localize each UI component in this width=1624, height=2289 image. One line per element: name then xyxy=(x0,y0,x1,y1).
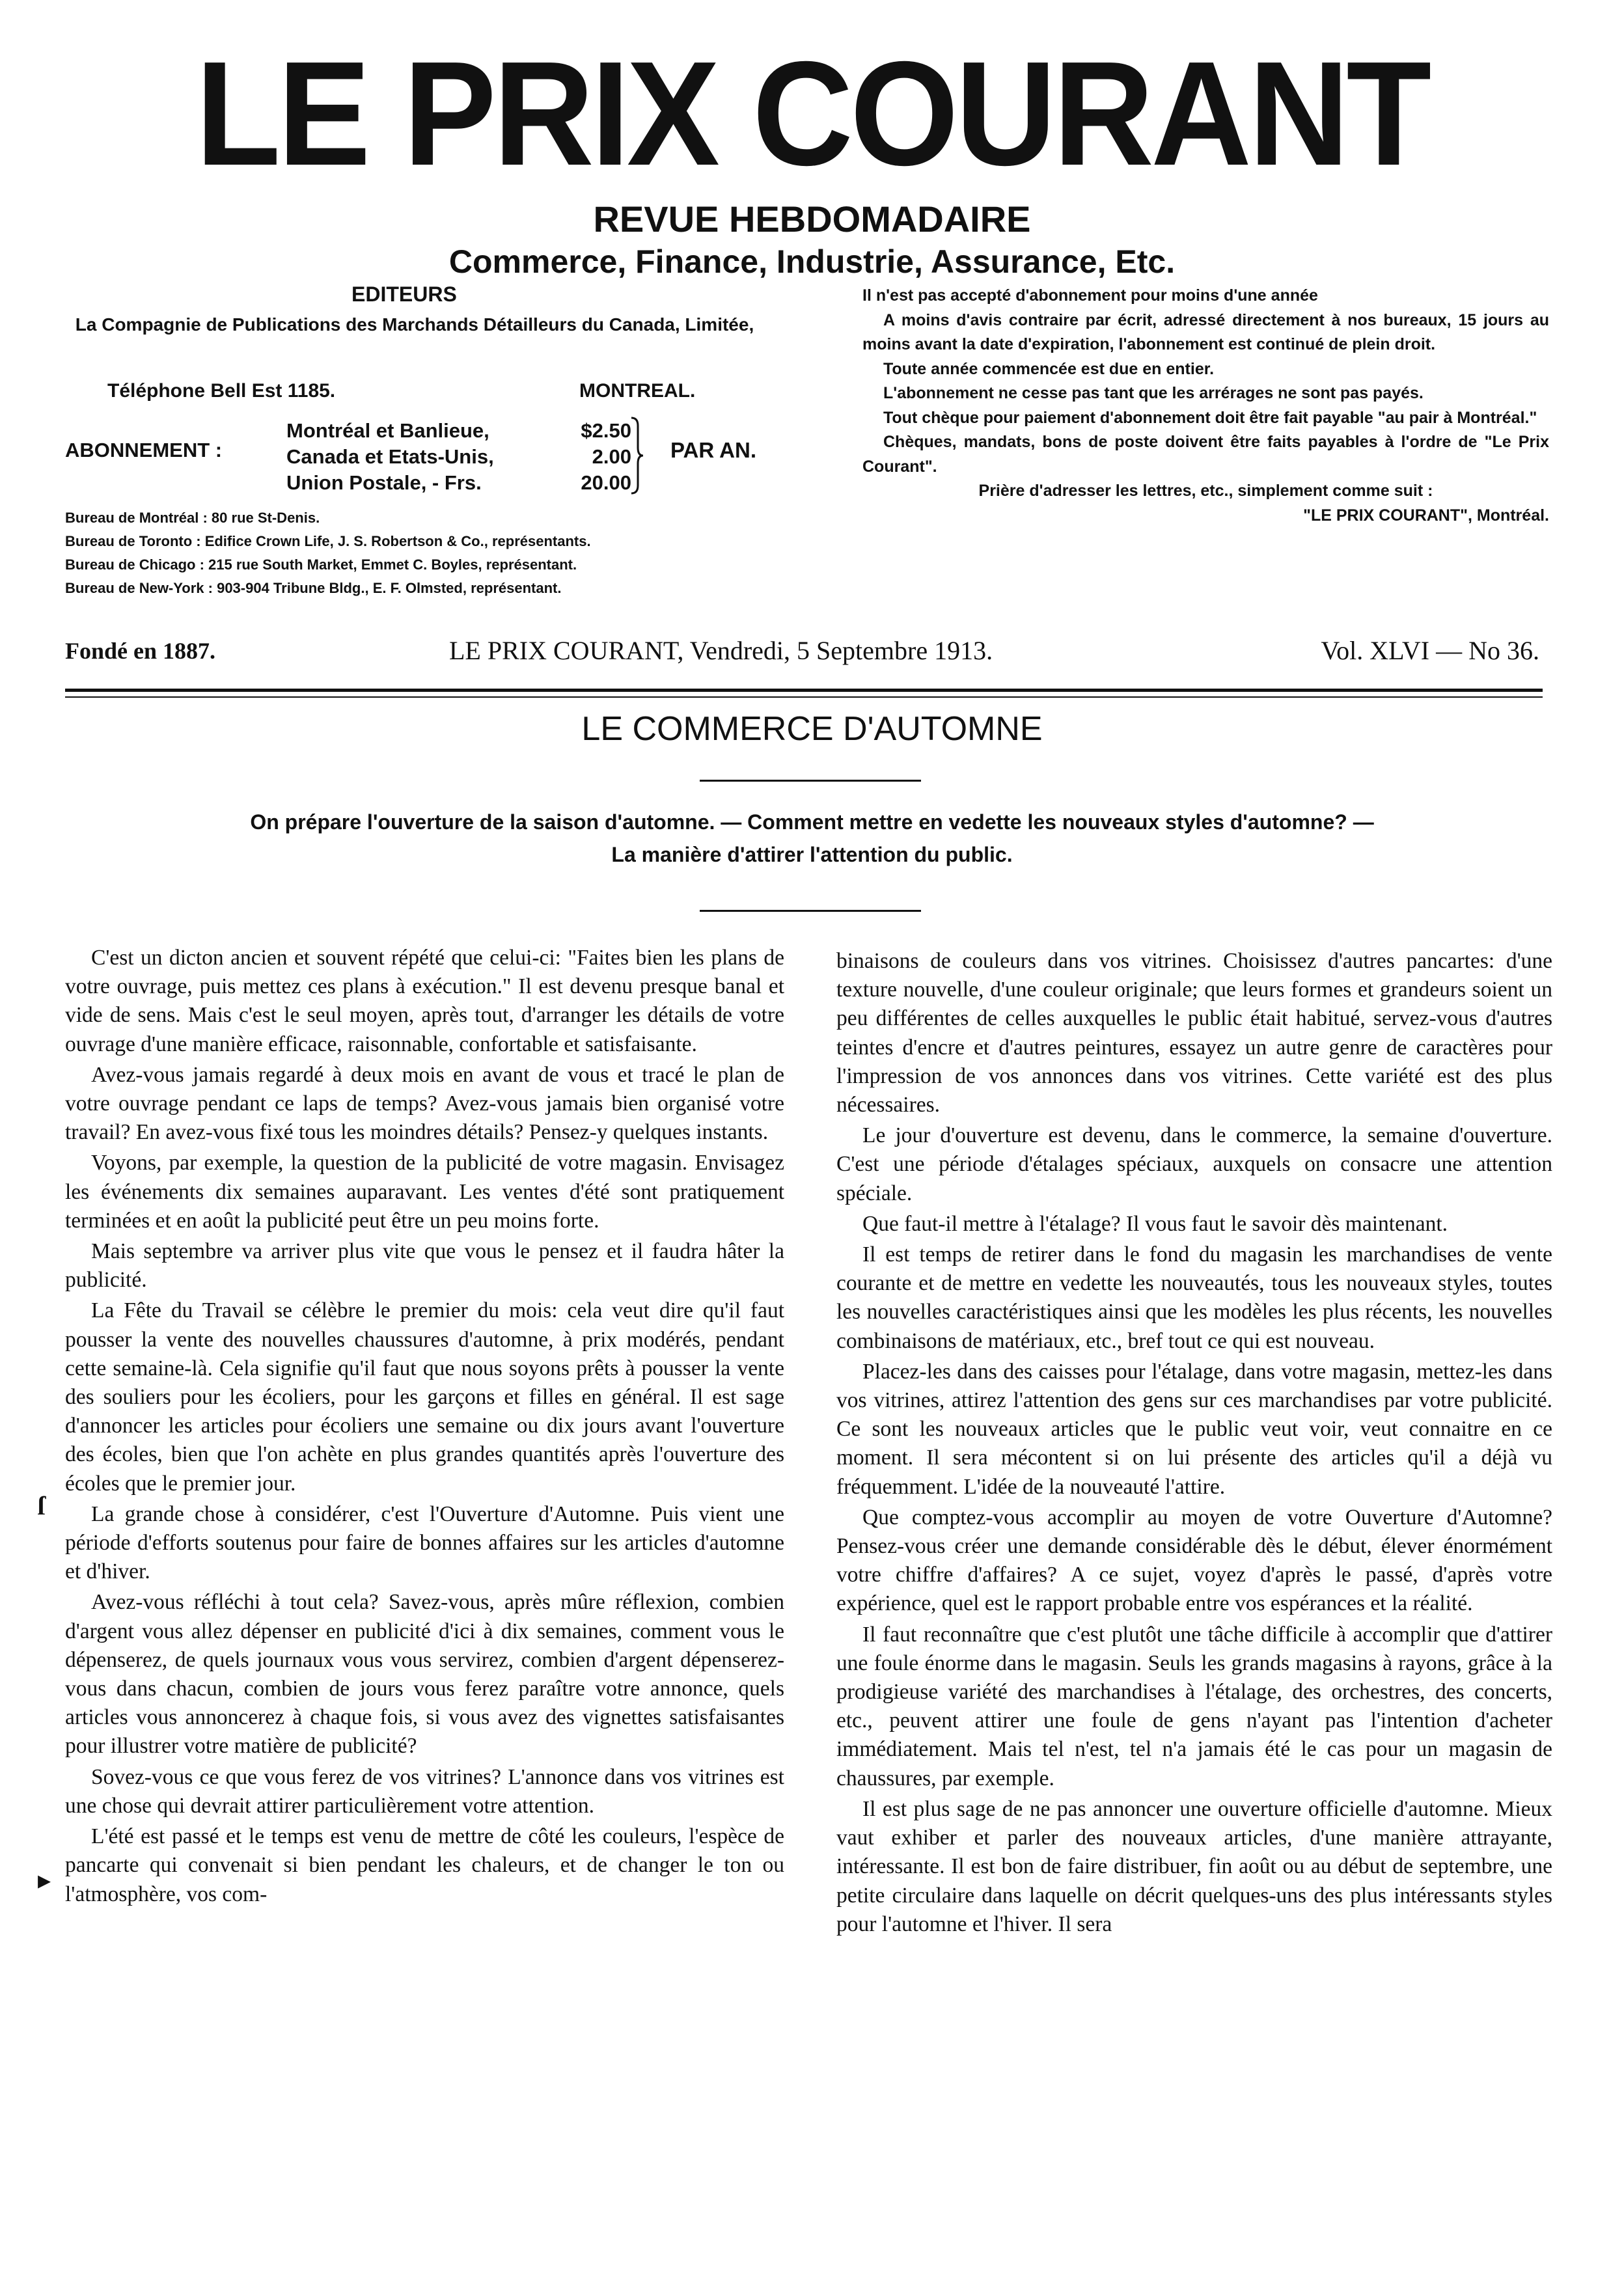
article-paragraph: Le jour d'ouverture est devenu, dans le commerce, la semaine d'ouverture. C'est une période d'étalages spéciaux, auxquels on consacre une attention spéciale. xyxy=(836,1123,1552,1205)
header-rule-thin xyxy=(65,696,1543,698)
article-paragraph: Que comptez-vous accomplir au moyen de votre Ouverture d'Automne? Pensez-vous créer une demande considérable dès le début, élever énormément votre chiffre d'affaires? A ce sujet, voyez d'après le passé, d'après votre expérience, quel est le rapport probable entre vos espérances et la réalité. xyxy=(836,1505,1552,1616)
article-paragraph: Avez-vous réfléchi à tout cela? Savez-vous, après mûre réflexion, combien d'argent vous allez dépenser en publicité d'ici à dix semaines, comment vous le dépenserez, de quels journaux vous vous servirez, combien d'argent dépenserez-vous dans chacun, combien de jours vous ferez paraître votre annonce, quels articles vous annoncerez à chaque fois, si vous avez des vignettes satisfaisantes pour illustrer votre matière de publicité? xyxy=(65,1590,784,1759)
masthead-tagline: Commerce, Finance, Industrie, Assurance, Etc. xyxy=(448,243,1176,280)
masthead-subtitle: REVUE HEBDOMADAIRE xyxy=(593,199,1031,240)
article-paragraph: Il faut reconnaître que c'est plutôt une tâche difficile à accomplir que d'attirer une foule énorme dans le magasin. Seuls les grands magasins à rayons, grâce à la prodigieuse variété des marchandises à l'étalage, des orchestres, des concerts, etc., peuvent attirer une foule de gens n'ayant pas l'intention d'acheter immédiatement. Mais tel n'est, tel n'a jamais été le cas pour un magasin de chaussures, par exemple. xyxy=(836,1622,1552,1790)
notice-paragraph: Tout chèque pour paiement d'abonnement doit être fait payable "au pair à Montréal." xyxy=(883,408,1537,427)
notice-paragraph: Il n'est pas accepté d'abonnement pour moins d'une année xyxy=(862,286,1318,305)
subtitle-divider xyxy=(700,910,921,912)
article-paragraph: Il est temps de retirer dans le fond du magasin les marchandises de vente courante et de mettre en vedette les nouveautés, tous les nouveaux styles, toutes les nouvelles caractéristiques ainsi que les modèles les plus récents, les nouvelles combinaisons de matériaux, etc., bref tout ce qui est nouveau. xyxy=(836,1242,1552,1353)
subscription-price: 20.00 xyxy=(581,471,631,494)
subscription-region: Montréal et Banlieue, xyxy=(286,419,489,442)
office-entry: Bureau de Chicago : 215 rue South Market, Emmet C. Boyles, représentant. xyxy=(65,556,577,573)
subscription-rate-row xyxy=(286,444,631,470)
article-title: LE COMMERCE D'AUTOMNE xyxy=(581,710,1043,748)
subscription-period: PAR AN. xyxy=(670,438,756,462)
notice-paragraph: Prière d'adresser les lettres, etc., simplement comme suit : xyxy=(978,482,1433,500)
article-paragraph: binaisons de couleurs dans vos vitrines. Choisissez d'autres pancartes: d'une texture nouvelle, d'une couleur originale; que leurs formes et grandeurs soient un peu différentes de celles auxquelles le public était habitué, servez-vous d'autres teintes d'encre et d'autres peintures, essayez un autre genre de caractères pour l'impression de vos annonces dans vos vitrines. Cette variété est des plus nécessaires. xyxy=(836,949,1552,1117)
article-paragraph: La grande chose à considérer, c'est l'Ouverture d'Automne. Puis vient une période d'efforts soutenus pour faire de bonnes affaires sur les articles d'automne et d'hiver. xyxy=(65,1501,784,1584)
notice-paragraph: A moins d'avis contraire par écrit, adressé directement à nos bureaux, 15 jours au moins avant la date d'expiration, l'abonnement est continué de plein droit. xyxy=(862,310,1549,353)
article-paragraph: C'est un dicton ancien et souvent répété que celui-ci: "Faites bien les plans de votre ouvrage, puis mettez ces plans à exécution." Il est devenu presque banal et vide de sens. Mais c'est le seul moyen, après tout, d'arranger les détails de votre ouvrage d'une manière efficace, raisonnable, confortable et satisfaisante. xyxy=(65,946,784,1056)
notice-paragraph: Chèques, mandats, bons de poste doivent être faits payables à l'ordre de "Le Prix Courant". xyxy=(862,433,1549,476)
office-entry: Bureau de Toronto : Edifice Crown Life, J. S. Robertson & Co., représentants. xyxy=(65,533,591,549)
article-column-right xyxy=(836,947,1552,1941)
article-paragraph: Il est plus sage de ne pas annoncer une ouverture officielle d'automne. Mieux vaut exhiber et parler des nouveaux articles, d'une manière attrayante, intéressante. Il est bon de faire distribuer, fin août ou au début de septembre, une petite circulaire dans laquelle on décrit quelques-uns des plus intéressants styles pour l'automne et l'hiver. Il sera xyxy=(836,1796,1552,1936)
office-entry: Bureau de Montréal : 80 rue St-Denis. xyxy=(65,510,320,526)
article-paragraph: Voyons, par exemple, la question de la publicité de votre magasin. Envisagez les événements dix semaines auparavant. Les ventes d'été sont pratiquement terminées et en août la publicité peut être un peu moins forte. xyxy=(65,1151,784,1233)
issue-date: LE PRIX COURANT, Vendredi, 5 Septembre 1913. xyxy=(449,636,993,665)
subscription-region: Canada et Etats-Unis, xyxy=(286,445,494,468)
article-subtitle xyxy=(117,806,1507,871)
subscription-region: Union Postale, - Frs. xyxy=(286,471,482,494)
article-paragraph: L'été est passé et le temps est venu de mettre de côté les couleurs, l'espèce de pancarte qui convenait si bien pendant les chaleurs, et de changer le ton ou l'atmosphère, vos com- xyxy=(65,1824,784,1906)
notice-paragraph: Toute année commencée est due en entier. xyxy=(883,359,1215,378)
dateline xyxy=(65,635,1539,667)
offices-list xyxy=(65,506,788,600)
brace-icon xyxy=(630,417,644,495)
header-rule xyxy=(65,689,1543,692)
article-paragraph: La Fête du Travail se célèbre le premier du mois: cela veut dire qu'il faut pousser la vente des nouvelles chaussures d'automne, à prix modérés, pendant cette semaine-là. Cela signifie qu'il faut que nous soyons prêts à pousser la vente des souliers pour les écoliers, pour les garçons et filles en général. Il est sage d'annoncer les articles pour écoliers une semaine ou dix jours avant l'ouverture des écoles, bien que l'on achète en plus grandes quantités après l'ouverture des écoles que le premier jour. xyxy=(65,1298,784,1496)
subscription-price: $2.50 xyxy=(581,419,631,442)
subscription-rate-row xyxy=(286,470,631,496)
subscription-rate-row xyxy=(286,418,631,444)
publisher-city: MONTREAL. xyxy=(579,380,696,402)
margin-mark-icon: ſ xyxy=(38,1491,46,1520)
article-paragraph: Avez-vous jamais regardé à deux mois en avant de vous et tracé le plan de votre ouvrage pendant ce laps de temps? Avez-vous jamais bien organisé votre travail? En avez-vous fixé tous les moindres détails? Pensez-y quelques instants. xyxy=(65,1062,784,1145)
publisher-heading: EDITEURS xyxy=(351,282,457,306)
article-column-left xyxy=(65,944,784,1911)
subscription-notices xyxy=(862,284,1549,528)
subscription-rates xyxy=(286,418,631,496)
publisher-telephone: Téléphone Bell Est 1185. xyxy=(107,380,336,402)
article-paragraph: Que faut-il mettre à l'étalage? Il vous faut le savoir dès maintenant. xyxy=(862,1211,1448,1236)
publisher-company: La Compagnie de Publications des Marchands Détailleurs du Canada, Limitée, xyxy=(75,314,754,335)
article-subtitle-line: La manière d'attirer l'attention du public. xyxy=(611,843,1013,866)
masthead-title: LE PRIX COURANT xyxy=(195,31,1429,197)
notice-address: "LE PRIX COURANT", Montréal. xyxy=(1303,506,1549,525)
article-paragraph: Mais septembre va arriver plus vite que vous le pensez et il faudra hâter la publicité. xyxy=(65,1239,784,1293)
article-paragraph: Placez-les dans des caisses pour l'étalage, dans votre magasin, mettez-les dans vos vitrines, attirez l'attention des gens sur ces marchandises par votre publicité. Ce sont les nouveaux articles que le public veut voir, veut connaitre en ce moment. Il sera mécontent si on lui présente des articles qu'il a déjà vu fréquemment. L'idée de la nouveauté l'attire. xyxy=(836,1359,1552,1499)
office-entry: Bureau de New-York : 903-904 Tribune Bldg., E. F. Olmsted, représentant. xyxy=(65,580,562,596)
article-subtitle-line: On prépare l'ouverture de la saison d'automne. — Comment mettre en vedette les nouveaux styles d'automne? — xyxy=(250,810,1374,834)
title-divider xyxy=(700,780,921,782)
article-paragraph: Sovez-vous ce que vous ferez de vos vitrines? L'annonce dans vos vitrines est une chose qui devrait attirer particulièrement votre attention. xyxy=(65,1764,784,1818)
founded-date: Fondé en 1887. xyxy=(65,638,216,664)
subscription-price: 2.00 xyxy=(592,445,631,468)
subscription-label: ABONNEMENT : xyxy=(65,439,223,461)
margin-arrow-icon: ▸ xyxy=(38,1865,51,1895)
notice-paragraph: L'abonnement ne cesse pas tant que les arrérages ne sont pas payés. xyxy=(883,384,1424,402)
volume-number: Vol. XLVI — No 36. xyxy=(1321,636,1539,665)
